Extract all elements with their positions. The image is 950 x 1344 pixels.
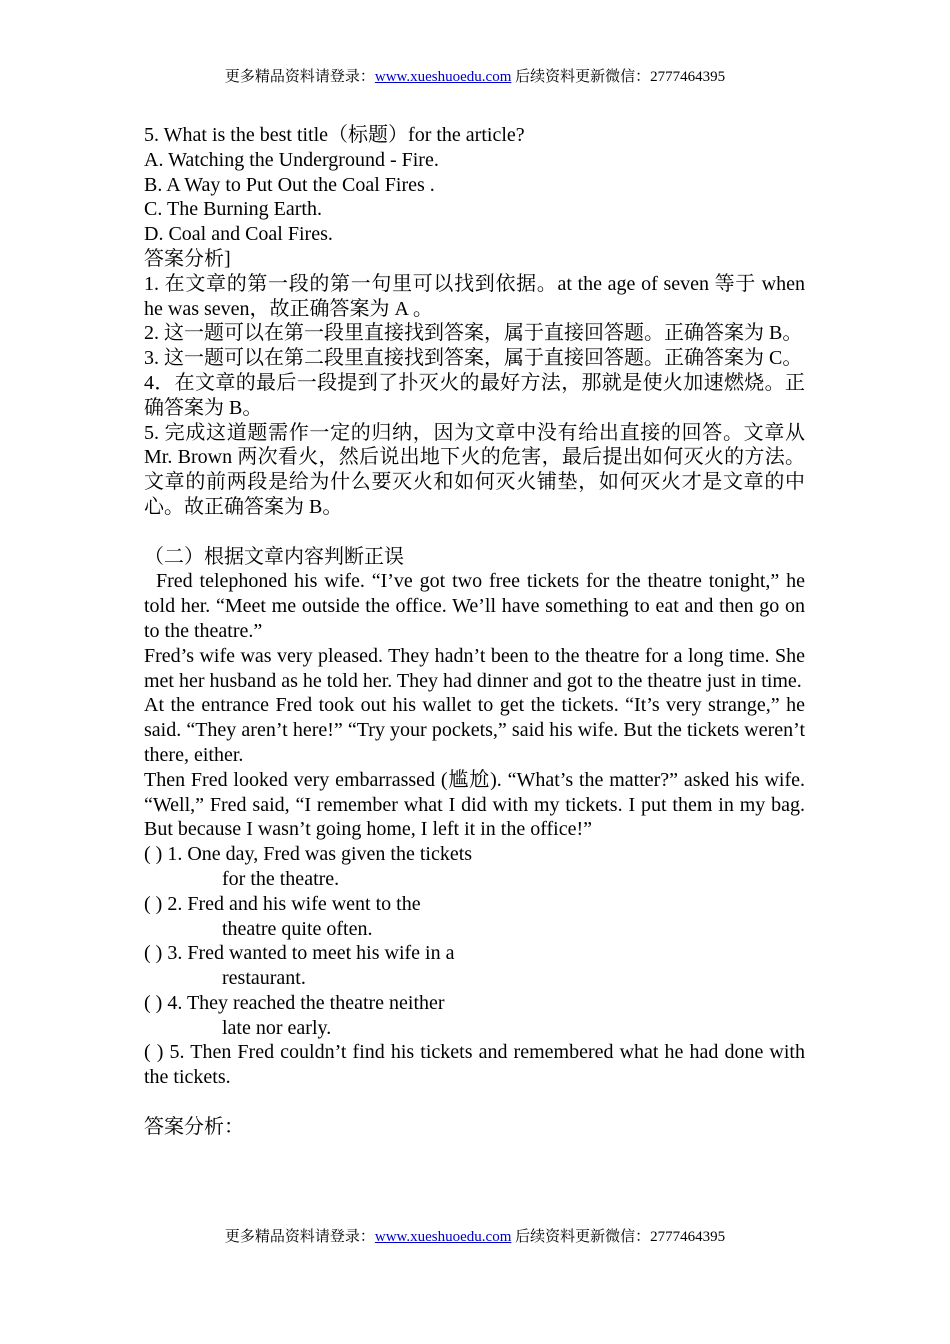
analysis1-heading: 答案分析] [144, 247, 231, 270]
analysis1-item-3: 3. 这一题可以在第二段里直接找到答案，属于直接回答题。正确答案为 C。 [144, 347, 803, 370]
statement-2-line1: ( ) 2. Fred and his wife went to the [144, 892, 421, 915]
statement-1-line1: ( ) 1. One day, Fred was given the tickets [144, 843, 473, 866]
analysis1-item-1: 1. 在文章的第一段的第一句里可以找到依据。at the age of seven 等于 when he was seven，故正确答案为 A 。 [144, 272, 805, 320]
q5-option-b: B. A Way to Put Out the Coal Fires . [144, 173, 435, 196]
analysis1-item-4: 4．在文章的最后一段提到了扑灭火的最好方法，那就是使火加速燃烧。正确答案为 B。 [144, 371, 805, 419]
analysis1-item-5: 5. 完成这道题需作一定的归纳，因为文章中没有给出直接的回答。文章从 Mr. Brown 两次看火，然后说出地下火的危害，最后提出如何灭火的方法。文章的前两段是给为什么要灭火和如何灭火铺垫，如何灭火才是文章的中心。故正确答案为 B。 [144, 421, 805, 518]
analysis1-item-2: 2. 这一题可以在第一段里直接找到答案，属于直接回答题。正确答案为 B。 [144, 322, 803, 345]
page-header [0, 67, 950, 87]
section2-title: （二）根据文章内容判断正误 [144, 545, 404, 568]
footer-link[interactable]: www.xueshuoedu.com [374, 1229, 512, 1245]
q5-question: 5. What is the best title（标题）for the article? [144, 124, 525, 146]
document-body [144, 123, 805, 1140]
statement-4-line2: late nor early. [222, 1016, 332, 1039]
header-suffix: 后续资料更新微信：2777464395 [511, 69, 726, 85]
statement-5: ( ) 5. Then Fred couldn’t find his tickets and remembered what he had done with the tickets. [144, 1041, 805, 1089]
statement-4-line1: ( ) 4. They reached the theatre neither [144, 991, 445, 1014]
story-paragraph-4: Then Fred looked very embarrassed (尴尬). “What’s the matter?” asked his wife. “Well,” Fred said, “I remember what I did with my tickets. I put them in my bag. But because I wasn’t going home, I left it in the office!” [144, 768, 805, 841]
header-prefix: 更多精品资料请登录： [224, 69, 375, 85]
statement-3-line1: ( ) 3. Fred wanted to meet his wife in a [144, 942, 455, 965]
footer-prefix: 更多精品资料请登录： [224, 1229, 375, 1245]
spacer [144, 520, 805, 545]
statement-2-line2: theatre quite often. [222, 917, 373, 940]
page-footer [0, 1227, 950, 1247]
q5-option-a: A. Watching the Underground - Fire. [144, 148, 439, 171]
statement-1-line2: for the theatre. [222, 867, 340, 890]
statement-3-line2: restaurant. [222, 967, 306, 990]
q5-option-c: C. The Burning Earth. [144, 198, 322, 221]
analysis2-heading: 答案分析： [144, 1115, 244, 1138]
q5-option-d: D. Coal and Coal Fires. [144, 223, 333, 246]
spacer [144, 1090, 805, 1115]
story-paragraph-1: Fred telephoned his wife. “I’ve got two free tickets for the theatre tonight,” he told her. “Meet me outside the office. We’ll have something to eat and then go on to the theatre.” [144, 570, 805, 642]
footer-suffix: 后续资料更新微信：2777464395 [511, 1229, 726, 1245]
story-paragraph-2: Fred’s wife was very pleased. They hadn’t been to the theatre for a long time. She met her husband as he told her. They had dinner and got to the theatre just in time. [144, 644, 805, 692]
header-link[interactable]: www.xueshuoedu.com [374, 69, 512, 85]
story-paragraph-3: At the entrance Fred took out his wallet to get the tickets. “It’s very strange,” he said. “They aren’t here!” “Try your pockets,” said his wife. But the tickets weren’t there, either. [144, 694, 805, 766]
